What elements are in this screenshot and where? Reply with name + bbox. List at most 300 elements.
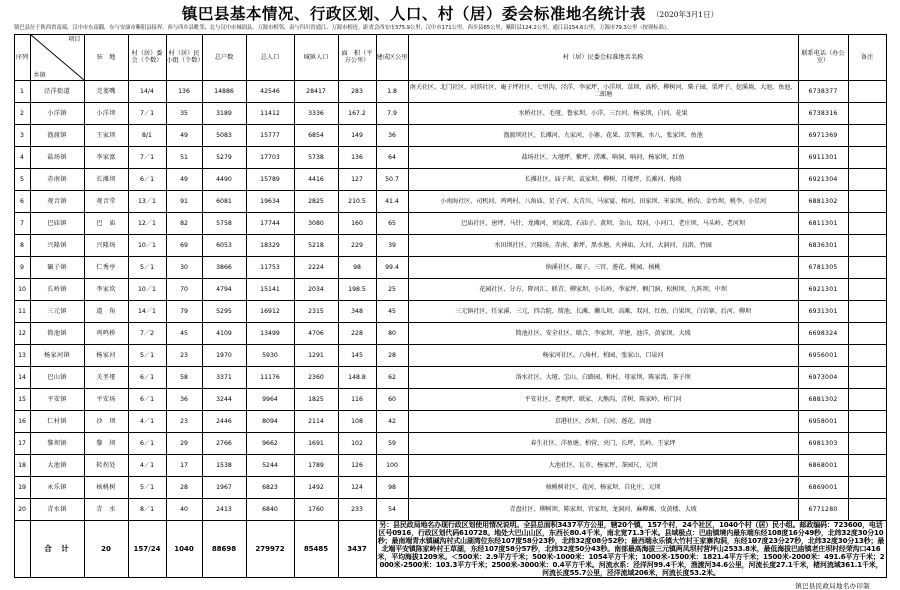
table-cell-zongrenkou: 17703 bbox=[246, 146, 294, 168]
header-item-label: 项目 bbox=[68, 35, 81, 43]
table-cell-zongrenkou: 6823 bbox=[246, 476, 294, 498]
table-cell-diming: 三元镇社区、任家溪、三元、四合院、简池、长滩、狮儿坝、高滩、双河、红鱼、白果坝、白岩寨、后河、柳坝 bbox=[408, 300, 798, 322]
table-cell-chengzhenrenkou: 1691 bbox=[294, 432, 338, 454]
table-cell-zongrenkou: 17744 bbox=[246, 212, 294, 234]
header-hushu: 总户数 bbox=[202, 34, 246, 80]
total-footnote: 另：县民政局地名办现行政区划使用情况说明。全县总面积3437平方公里，辖20个镇，157个村，24个社区，1040个村（居）民小组。邮政编码：723600，电话区号0916，行政区划代码610728。地处大巴山山区，东西长80.4千米，南北宽71.3千米。县域极点：巴庙镇境内最东端东经108度16分49秒，北纬32度30分10秒；最南端青水镇碱沟村式山湖湾位东经107度58分23秒，北纬32度08分52秒；最西端永乐镇大竹村王家寨沟洞，东经107度23分27秒，北纬32度30分13秒；最北端平安镇陈家岭村王草湖，东经107度58分57秒，北纬32度50分43秒。南部最高海拔三元镇两凤坝村营坪山2533.8米，最低海拔巴庙镇老庄坝村经荣沟口416米，平均海拔1209米。＜500米：2.9平方千米；500米-1000米：1054平方千米；1000米-1500米：1821.4平方千米；1500米-2000米：491.6平方千米；2000米-2500米：103.3平方千米；2500米-3000米：0.4平方千米。河流水系：泾洋河99.4千米，渔渡河34.6公里，河流长度27.1千米，楮河流域361.1千米，河流长度55.7公里，泾洋流域206米，河流长度53.2米。 bbox=[377, 520, 885, 578]
table-cell-cunweihui: 6／1 bbox=[128, 388, 166, 410]
table-cell-cunweihui: 4／1 bbox=[128, 410, 166, 432]
table-cell-dianhua: 6869001 bbox=[798, 476, 848, 498]
table-cell-seq: 4 bbox=[14, 146, 30, 168]
table-row bbox=[14, 234, 886, 256]
table-cell-diming: 简池社区、安全社区、联合、李家坝、苹建、池洋、黄家坝、大坡 bbox=[408, 322, 798, 344]
header-xiangzhen-label: 乡镇 bbox=[33, 71, 46, 79]
table-cell-jianchengqu: 42 bbox=[376, 410, 408, 432]
table-cell-xiangzhen: 黎坝镇 bbox=[30, 432, 84, 454]
table-cell-xiangzhen: 简池镇 bbox=[30, 322, 84, 344]
table-cell-jianchengqu: 98 bbox=[376, 476, 408, 498]
table-cell-xiangzhen: 赤南镇 bbox=[30, 168, 84, 190]
table-cell-beizhu bbox=[848, 454, 886, 476]
table-cell-cunweihui: 8/1 bbox=[128, 124, 166, 146]
table-cell-beizhu bbox=[848, 234, 886, 256]
table-cell-cunweihui: 14/4 bbox=[128, 80, 166, 102]
table-row bbox=[14, 124, 886, 146]
table-cell-seq: 2 bbox=[14, 102, 30, 124]
table-cell-cunweihui: 5／1 bbox=[128, 476, 166, 498]
table-cell-mianji: 124 bbox=[338, 476, 376, 498]
table-cell-chengzhenrenkou: 28417 bbox=[294, 80, 338, 102]
table-cell-mianji: 160 bbox=[338, 212, 376, 234]
table-cell-jianchengqu: 54 bbox=[376, 498, 408, 520]
table-cell-chengzhenrenkou: 2825 bbox=[294, 190, 338, 212]
table-row bbox=[14, 146, 886, 168]
table-cell-zhudi: 观音堂 bbox=[84, 190, 128, 212]
table-cell-jianchengqu: 45 bbox=[376, 300, 408, 322]
table-cell-diming: 渔渡坝社区、长滩河、九家河、小寨、花果、京垩匾、水八、张家坝、鱼池 bbox=[408, 124, 798, 146]
table-cell-mianji: 127 bbox=[338, 168, 376, 190]
table-cell-zongrenkou: 9964 bbox=[246, 388, 294, 410]
table-cell-zongrenkou: 5244 bbox=[246, 454, 294, 476]
table-cell-jianchengqu: 50.7 bbox=[376, 168, 408, 190]
table-cell-cunweihui: 13／1 bbox=[128, 190, 166, 212]
table-cell-cunminxiaozu: 30 bbox=[166, 256, 202, 278]
table-cell-cunminxiaozu: 23 bbox=[166, 344, 202, 366]
table-cell-cunminxiaozu: 136 bbox=[166, 80, 202, 102]
table-cell-cunweihui: 8／1 bbox=[128, 498, 166, 520]
table-cell-diming: 花园社区、分方、降河汇、联青、柳家坝、小长岭、李家坪、枫门洞、松树坝、九阵坝、中坝 bbox=[408, 278, 798, 300]
table-cell-dianhua: 6738316 bbox=[798, 102, 848, 124]
table-cell-jianchengqu: 36 bbox=[376, 124, 408, 146]
table-cell-xiangzhen: 兴隆镇 bbox=[30, 234, 84, 256]
table-cell-seq: 3 bbox=[14, 124, 30, 146]
table-cell-hushu: 2766 bbox=[202, 432, 246, 454]
table-cell-hushu: 14886 bbox=[202, 80, 246, 102]
table-cell-chengzhenrenkou: 2360 bbox=[294, 366, 338, 388]
table-cell-beizhu bbox=[848, 432, 886, 454]
table-cell-mianji: 145 bbox=[338, 344, 376, 366]
table-cell-jianchengqu: 25 bbox=[376, 278, 408, 300]
table-cell-jianchengqu: 99.4 bbox=[376, 256, 408, 278]
table-cell-zhudi: 杨家河 bbox=[84, 344, 128, 366]
header-beizhu: 备注 bbox=[848, 34, 886, 80]
table-cell-mianji: 167.2 bbox=[338, 102, 376, 124]
table-cell-cunweihui: 7／1 bbox=[128, 102, 166, 124]
table-cell-chengzhenrenkou: 2034 bbox=[294, 278, 338, 300]
table-cell-zongrenkou: 42546 bbox=[246, 80, 294, 102]
table-cell-hushu: 1967 bbox=[202, 476, 246, 498]
table-cell-diming: 洛水社区、大垭、宝山、白路园、和村、母家坝、陈家湾、茶子坝 bbox=[408, 366, 798, 388]
table-row bbox=[14, 476, 886, 498]
table-cell-xiangzhen: 杨家河镇 bbox=[30, 344, 84, 366]
table-cell-jianchengqu: 41.4 bbox=[376, 190, 408, 212]
total-cell-cunminxiaozu: 1040 bbox=[166, 520, 202, 577]
table-cell-dianhua: 6956001 bbox=[798, 344, 848, 366]
table-cell-chengzhenrenkou: 1291 bbox=[294, 344, 338, 366]
table-cell-xiangzhen: 巴山镇 bbox=[30, 366, 84, 388]
title-date: （2020年3月1日） bbox=[651, 10, 719, 19]
table-cell-cunminxiaozu: 79 bbox=[166, 300, 202, 322]
table-cell-hushu: 3371 bbox=[202, 366, 246, 388]
table-cell-xiangzhen: 观音镇 bbox=[30, 190, 84, 212]
table-cell-zhudi: 鸡鸣桥 bbox=[84, 322, 128, 344]
table-cell-cunweihui: 5／1 bbox=[128, 256, 166, 278]
table-row bbox=[14, 388, 886, 410]
table-cell-chengzhenrenkou: 5218 bbox=[294, 234, 338, 256]
table-cell-dianhua: 6771280 bbox=[798, 498, 848, 520]
table-cell-diming: 小南海社区、司机河、鸡鸣村、八角庙、星子河、大青川、马家宴、榕河、田家坝、米家坝、桥沟、金竹坝、桃李、小星河 bbox=[408, 190, 798, 212]
table-cell-cunminxiaozu: 69 bbox=[166, 234, 202, 256]
table-cell-dianhua: 6981303 bbox=[798, 432, 848, 454]
table-cell-beizhu bbox=[848, 344, 886, 366]
table-cell-beizhu bbox=[848, 278, 886, 300]
title-text: 镇巴县基本情况、行政区划、人口、村（居）委会标准地名统计表 bbox=[181, 4, 646, 23]
table-cell-zhudi: 关垩垭 bbox=[84, 366, 128, 388]
table-cell-jianchengqu: 7.9 bbox=[376, 102, 408, 124]
table-cell-zongrenkou: 13499 bbox=[246, 322, 294, 344]
table-cell-dianhua: 6921304 bbox=[798, 168, 848, 190]
table-cell-hushu: 4794 bbox=[202, 278, 246, 300]
table-cell-jianchengqu: 62 bbox=[376, 366, 408, 388]
header-diming: 村（居）民委会标准地名名称 bbox=[408, 34, 798, 80]
total-cell-hushu: 88698 bbox=[202, 520, 246, 577]
table-cell-zongrenkou: 15789 bbox=[246, 168, 294, 190]
table-cell-mianji: 116 bbox=[338, 388, 376, 410]
table-cell-beizhu bbox=[848, 366, 886, 388]
table-cell-seq: 11 bbox=[14, 300, 30, 322]
table-cell-hushu: 3866 bbox=[202, 256, 246, 278]
table-row bbox=[14, 168, 886, 190]
table-cell-beizhu bbox=[848, 212, 886, 234]
table-row bbox=[14, 102, 886, 124]
table-row bbox=[14, 212, 886, 234]
table-cell-diming: 盐场社区、大垭坪、紫坪、涝滩、响洞、响河、杨家坝、红鱼 bbox=[408, 146, 798, 168]
table-row bbox=[14, 300, 886, 322]
table-cell-diming: 南关社区、北门社区、河滨社区、庵子坪社区、七里沟、泾洋、李家坪、小洋坝、草坝、高桥、柳树河、柴子园、栗坪子、挖溪埫、大池、鱼池、二郎塘 bbox=[408, 80, 798, 102]
table-cell-mianji: 283 bbox=[338, 80, 376, 102]
table-cell-diming: 大池社区、瓦市、杨家坪、茶园尺、元坝 bbox=[408, 454, 798, 476]
table-cell-hushu: 5295 bbox=[202, 300, 246, 322]
table-cell-mianji: 148.8 bbox=[338, 366, 376, 388]
table-cell-chengzhenrenkou: 1492 bbox=[294, 476, 338, 498]
table-cell-chengzhenrenkou: 1760 bbox=[294, 498, 338, 520]
table-cell-xiangzhen: 小洋镇 bbox=[30, 102, 84, 124]
table-cell-zhudi: 李家坎 bbox=[84, 278, 128, 300]
table-cell-beizhu bbox=[848, 168, 886, 190]
table-cell-beizhu bbox=[848, 124, 886, 146]
header-zongrenkou: 总人口 bbox=[246, 34, 294, 80]
table-cell-hushu: 1970 bbox=[202, 344, 246, 366]
table-row bbox=[14, 410, 886, 432]
table-cell-zhudi: 沙 坝 bbox=[84, 410, 128, 432]
table-row bbox=[14, 344, 886, 366]
table-cell-xiangzhen: 碾子镇 bbox=[30, 256, 84, 278]
table-row bbox=[14, 190, 886, 212]
table-cell-diming: 平安社区、老观坪、联家、大熊沟、青树、陈家岭、柏门河 bbox=[408, 388, 798, 410]
table-cell-seq: 15 bbox=[14, 388, 30, 410]
table-cell-cunweihui: 4／1 bbox=[128, 454, 166, 476]
table-cell-dianhua: 6698324 bbox=[798, 322, 848, 344]
table-cell-zhudi: 长滩坝 bbox=[84, 168, 128, 190]
table-cell-hushu: 3189 bbox=[202, 102, 246, 124]
table-cell-cunminxiaozu: 49 bbox=[166, 124, 202, 146]
table-cell-hushu: 2413 bbox=[202, 498, 246, 520]
table-cell-cunminxiaozu: 45 bbox=[166, 322, 202, 344]
table-cell-jianchengqu: 39 bbox=[376, 234, 408, 256]
page-title bbox=[0, 0, 900, 22]
table-cell-mianji: 108 bbox=[338, 410, 376, 432]
header-jianchengqu: 建成区公里 bbox=[376, 34, 408, 80]
table-cell-chengzhenrenkou: 1825 bbox=[294, 388, 338, 410]
table-cell-xiangzhen: 平安镇 bbox=[30, 388, 84, 410]
table-cell-xiangzhen: 巴庙镇 bbox=[30, 212, 84, 234]
header-dianhua: 联系电话（办公室） bbox=[798, 34, 848, 80]
statistics-table bbox=[14, 34, 887, 578]
table-cell-cunminxiaozu: 70 bbox=[166, 278, 202, 300]
header-cunminxiaozu: 村（居）民小组（个数） bbox=[166, 34, 202, 80]
total-cell-chengzhenrenkou: 85485 bbox=[294, 520, 338, 577]
table-cell-zhudi: 王家坝 bbox=[84, 124, 128, 146]
table-row bbox=[14, 498, 886, 520]
table-cell-cunminxiaozu: 58 bbox=[166, 366, 202, 388]
table-cell-mianji: 198.5 bbox=[338, 278, 376, 300]
table-cell-mianji: 149 bbox=[338, 124, 376, 146]
table-cell-seq: 1 bbox=[14, 80, 30, 102]
table-cell-zhudi: 芫荽嘴 bbox=[84, 80, 128, 102]
table-cell-zongrenkou: 15141 bbox=[246, 278, 294, 300]
table-cell-seq: 13 bbox=[14, 344, 30, 366]
table-cell-zhudi: 小洋坝 bbox=[84, 102, 128, 124]
table-cell-seq: 17 bbox=[14, 432, 30, 454]
table-cell-dianhua: 6958001 bbox=[798, 410, 848, 432]
table-cell-zhudi: 李家富 bbox=[84, 146, 128, 168]
table-cell-diming: 春生社区、洋鱼塘、柏营、央门、长坪、长岭、王家坪 bbox=[408, 432, 798, 454]
table-cell-hushu: 3244 bbox=[202, 388, 246, 410]
table-cell-jianchengqu: 1.8 bbox=[376, 80, 408, 102]
table-cell-diming: 杨家河社区、八角村、柏园、张家山、口泉河 bbox=[408, 344, 798, 366]
table-total-row bbox=[14, 520, 886, 577]
table-cell-hushu: 6053 bbox=[202, 234, 246, 256]
table-cell-xiangzhen: 泾洋街道 bbox=[30, 80, 84, 102]
table-cell-jianchengqu: 100 bbox=[376, 454, 408, 476]
table-cell-cunminxiaozu: 82 bbox=[166, 212, 202, 234]
table-cell-cunminxiaozu: 29 bbox=[166, 432, 202, 454]
table-cell-dianhua: 6931301 bbox=[798, 300, 848, 322]
table-cell-chengzhenrenkou: 2224 bbox=[294, 256, 338, 278]
table-cell-hushu: 6081 bbox=[202, 190, 246, 212]
table-cell-seq: 12 bbox=[14, 322, 30, 344]
table-cell-cunweihui: 7／1 bbox=[128, 146, 166, 168]
table-cell-zhudi: 平安场 bbox=[84, 388, 128, 410]
total-cell-cunweihui: 157/24 bbox=[128, 520, 166, 577]
table-cell-dianhua: 6738377 bbox=[798, 80, 848, 102]
table-cell-dianhua: 6881302 bbox=[798, 190, 848, 212]
table-cell-dianhua: 6921301 bbox=[798, 278, 848, 300]
table-cell-diming: 长滩社区、庙子坝、袁家坝、柳树、月垭坪、长滩河、梅坡 bbox=[408, 168, 798, 190]
table-cell-jianchengqu: 59 bbox=[376, 432, 408, 454]
table-cell-diming: 纳溪社区、碾子、三官、莲花、桃园、核桃 bbox=[408, 256, 798, 278]
table-cell-zhudi: 青 水 bbox=[84, 498, 128, 520]
table-row bbox=[14, 454, 886, 476]
table-cell-diming: 巴庙社区、唐坪、马针、龙滩河、刘家湾、石庙子、黄坝、金山、双河、小河口、老庄坝、马头岭、老河坝 bbox=[408, 212, 798, 234]
table-cell-xiangzhen: 三元镇 bbox=[30, 300, 84, 322]
table-cell-chengzhenrenkou: 2315 bbox=[294, 300, 338, 322]
header-chengzhenrenkou: 城镇人口 bbox=[294, 34, 338, 80]
table-cell-xiangzhen: 大池镇 bbox=[30, 454, 84, 476]
table-body bbox=[14, 80, 886, 577]
table-cell-beizhu bbox=[848, 322, 886, 344]
table-cell-zongrenkou: 6840 bbox=[246, 498, 294, 520]
table-cell-zhudi: 核桃树 bbox=[84, 476, 128, 498]
table-cell-zongrenkou: 11412 bbox=[246, 102, 294, 124]
table-cell-cunminxiaozu: 91 bbox=[166, 190, 202, 212]
table-cell-beizhu bbox=[848, 80, 886, 102]
issuer-stamp: 镇巴县民政局地名办印制 bbox=[795, 582, 870, 590]
table-cell-mianji: 233 bbox=[338, 498, 376, 520]
table-cell-cunweihui: 10／1 bbox=[128, 278, 166, 300]
total-cell-label: 合 计 bbox=[30, 520, 84, 577]
table-cell-seq: 18 bbox=[14, 454, 30, 476]
table-cell-cunminxiaozu: 17 bbox=[166, 454, 202, 476]
table-cell-cunminxiaozu: 51 bbox=[166, 146, 202, 168]
table-cell-chengzhenrenkou: 4706 bbox=[294, 322, 338, 344]
table-cell-dianhua: 6781305 bbox=[798, 256, 848, 278]
table-cell-mianji: 102 bbox=[338, 432, 376, 454]
table-cell-chengzhenrenkou: 3336 bbox=[294, 102, 338, 124]
table-cell-zongrenkou: 19634 bbox=[246, 190, 294, 212]
table-cell-beizhu bbox=[848, 102, 886, 124]
table-row bbox=[14, 432, 886, 454]
table-cell-cunweihui: 6／1 bbox=[128, 432, 166, 454]
table-cell-xiangzhen: 渔渡镇 bbox=[30, 124, 84, 146]
table-cell-zongrenkou: 5930 bbox=[246, 344, 294, 366]
table-cell-chengzhenrenkou: 2114 bbox=[294, 410, 338, 432]
table-cell-zhudi: 兴隆场 bbox=[84, 234, 128, 256]
table-cell-dianhua: 6973004 bbox=[798, 366, 848, 388]
table-cell-cunweihui: 5／1 bbox=[128, 344, 166, 366]
table-cell-chengzhenrenkou: 5738 bbox=[294, 146, 338, 168]
table-cell-jianchengqu: 80 bbox=[376, 322, 408, 344]
table-cell-mianji: 229 bbox=[338, 234, 376, 256]
table-cell-cunminxiaozu: 40 bbox=[166, 498, 202, 520]
table-cell-zongrenkou: 11176 bbox=[246, 366, 294, 388]
table-cell-hushu: 2446 bbox=[202, 410, 246, 432]
total-cell-seq bbox=[14, 520, 30, 577]
table-cell-chengzhenrenkou: 3080 bbox=[294, 212, 338, 234]
table-cell-jianchengqu: 60 bbox=[376, 388, 408, 410]
table-cell-seq: 7 bbox=[14, 212, 30, 234]
header-zhudi: 驻 地 bbox=[84, 34, 128, 80]
table-cell-hushu: 1538 bbox=[202, 454, 246, 476]
table-cell-cunminxiaozu: 23 bbox=[166, 410, 202, 432]
table-cell-zhudi: 巴 庙 bbox=[84, 212, 128, 234]
table-cell-chengzhenrenkou: 1789 bbox=[294, 454, 338, 476]
table-cell-cunweihui: 7／2 bbox=[128, 322, 166, 344]
table-row bbox=[14, 80, 886, 102]
table-cell-cunminxiaozu: 35 bbox=[166, 102, 202, 124]
table-cell-cunweihui: 10／1 bbox=[128, 234, 166, 256]
table-cell-diming: 核桃树社区、花河、杨家坝、自化庄、元坝 bbox=[408, 476, 798, 498]
table-cell-beizhu bbox=[848, 410, 886, 432]
table-cell-mianji: 210.5 bbox=[338, 190, 376, 212]
table-cell-zongrenkou: 16912 bbox=[246, 300, 294, 322]
table-cell-beizhu bbox=[848, 388, 886, 410]
table-cell-zhudi: 仁秀亭 bbox=[84, 256, 128, 278]
table-cell-xiangzhen: 永乐镇 bbox=[30, 476, 84, 498]
table-cell-dianhua: 6881302 bbox=[798, 388, 848, 410]
table-cell-diming: 青盘社区、柳树坝、陈家坝、官家坝、龙洞河、麻柳滩、皮黄楼、大坡 bbox=[408, 498, 798, 520]
table-cell-dianhua: 6971369 bbox=[798, 124, 848, 146]
table-cell-hushu: 5279 bbox=[202, 146, 246, 168]
table-cell-cunminxiaozu: 49 bbox=[166, 168, 202, 190]
table-cell-diming: 京港社区、沙坝、白河、莲花、固池 bbox=[408, 410, 798, 432]
table-cell-hushu: 5758 bbox=[202, 212, 246, 234]
header-cunweihui: 村（居）委会（个数） bbox=[128, 34, 166, 80]
table-cell-hushu: 4490 bbox=[202, 168, 246, 190]
table-cell-beizhu bbox=[848, 476, 886, 498]
table-cell-cunweihui: 12／1 bbox=[128, 212, 166, 234]
table-cell-zongrenkou: 11753 bbox=[246, 256, 294, 278]
table-cell-xiangzhen: 青水镇 bbox=[30, 498, 84, 520]
header-corner-cell bbox=[30, 34, 84, 80]
table-cell-diming: 水田坝社区、兴隆场、赤南、素坪、黑水塘、火神庙、大河、大洞河、良洪、竹园 bbox=[408, 234, 798, 256]
table-cell-seq: 5 bbox=[14, 168, 30, 190]
table-cell-dianhua: 6836301 bbox=[798, 234, 848, 256]
table-cell-cunweihui: 14／1 bbox=[128, 300, 166, 322]
total-cell-xiangzhen-count: 20 bbox=[84, 520, 128, 577]
table-cell-xiangzhen: 盐场镇 bbox=[30, 146, 84, 168]
table-cell-zongrenkou: 9662 bbox=[246, 432, 294, 454]
table-cell-seq: 16 bbox=[14, 410, 30, 432]
table-cell-dianhua: 6811301 bbox=[798, 212, 848, 234]
table-cell-hushu: 4109 bbox=[202, 322, 246, 344]
table-cell-mianji: 228 bbox=[338, 322, 376, 344]
table-cell-chengzhenrenkou: 6854 bbox=[294, 124, 338, 146]
table-cell-seq: 9 bbox=[14, 256, 30, 278]
header-mianji: 面 积（平方公里） bbox=[338, 34, 376, 80]
table-cell-dianhua: 6868001 bbox=[798, 454, 848, 476]
table-cell-seq: 6 bbox=[14, 190, 30, 212]
table-cell-cunminxiaozu: 28 bbox=[166, 476, 202, 498]
table-cell-cunweihui: 6／1 bbox=[128, 366, 166, 388]
table-header bbox=[14, 34, 886, 80]
table-row bbox=[14, 278, 886, 300]
table-cell-zongrenkou: 15777 bbox=[246, 124, 294, 146]
table-cell-dianhua: 6911301 bbox=[798, 146, 848, 168]
table-cell-seq: 20 bbox=[14, 498, 30, 520]
table-cell-zhudi: 黎 坝 bbox=[84, 432, 128, 454]
table-cell-beizhu bbox=[848, 256, 886, 278]
table-cell-chengzhenrenkou: 4416 bbox=[294, 168, 338, 190]
table-cell-beizhu bbox=[848, 146, 886, 168]
table-cell-cunweihui: 6／1 bbox=[128, 168, 166, 190]
total-cell-zongrenkou: 279972 bbox=[246, 520, 294, 577]
document-subtitle: 镇巴县位于陕西省南端，汉中市东南隅，东与安康市紫阳县接界，西与西乡县毗邻，北与汉中市城固县、万源市相邻，南与四川省通江、万源市相连。距省会西安市375.9公里，汉中市171公里，西乡县65公里，紫阳县124.2公里，通江县154.6公里，万源市79.3公里（按现标准）。 bbox=[14, 25, 672, 32]
table-cell-seq: 19 bbox=[14, 476, 30, 498]
table-row bbox=[14, 256, 886, 278]
table-row bbox=[14, 322, 886, 344]
table-cell-jianchengqu: 65 bbox=[376, 212, 408, 234]
table-cell-seq: 10 bbox=[14, 278, 30, 300]
table-cell-mianji: 98 bbox=[338, 256, 376, 278]
table-cell-jianchengqu: 28 bbox=[376, 344, 408, 366]
table-cell-xiangzhen: 仁村镇 bbox=[30, 410, 84, 432]
table-cell-zhudi: 转拐处 bbox=[84, 454, 128, 476]
table-cell-zongrenkou: 8094 bbox=[246, 410, 294, 432]
table-cell-hushu: 5083 bbox=[202, 124, 246, 146]
table-cell-zhudi: 道 角 bbox=[84, 300, 128, 322]
table-cell-mianji: 348 bbox=[338, 300, 376, 322]
table-cell-cunminxiaozu: 36 bbox=[166, 388, 202, 410]
